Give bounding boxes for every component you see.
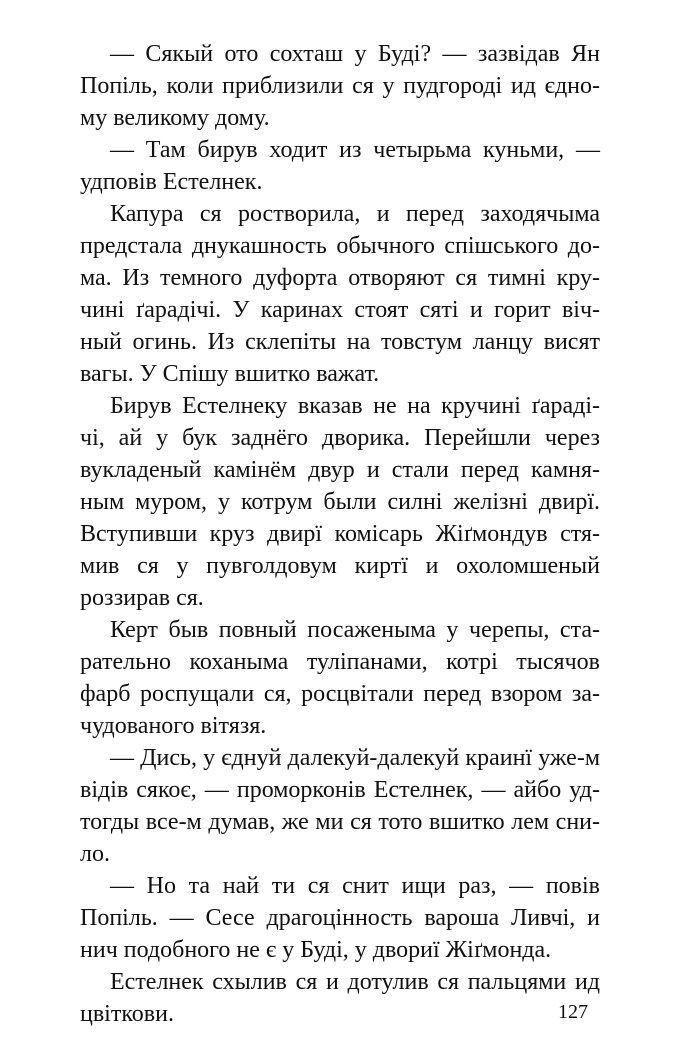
text-line: мив ся у пувголдовум киртї и охоломшеный <box>80 553 600 579</box>
paragraph <box>80 614 600 742</box>
text-line: Керт быв повный посаженыма у черепы, ста- <box>110 617 600 643</box>
text-line: чині ґарадічі. У каринах стоят сяті и горит віч- <box>80 297 600 323</box>
text-line: Попіль, коли приблизили ся у пудгороді ид єдно- <box>80 73 600 99</box>
paragraph <box>80 198 600 390</box>
text-line: му великому дому. <box>80 105 270 131</box>
text-line: — Сякый ото сохташ у Буді? — зазвідав Ян <box>110 41 600 67</box>
paragraph <box>80 870 600 966</box>
text-line: ма. Из темного дуфорта отворяют ся тимні кру- <box>80 265 600 291</box>
text-line: Бирув Естелнеку вказав не на кручині ґараді- <box>110 393 600 419</box>
text-line: рательно коханыма туліпанами, котрі тысячов <box>80 649 600 675</box>
text-line: — Но та най ти ся снит ищи раз, — повів <box>110 873 600 899</box>
paragraph <box>80 134 600 198</box>
text-line: — Дись, у єднуй далекуй-далекуй краинї уже-м <box>110 745 600 771</box>
text-line: ным муром, у котрум были силні желізні двирї. <box>80 489 600 515</box>
text-line: фарб роспущали ся, росцвітали перед взором за- <box>80 681 600 707</box>
page-number: 127 <box>558 1001 588 1023</box>
text-line: Капура ся ростворила, и перед заходячыма <box>110 201 600 227</box>
text-line: вагы. У Спішу вшитко важат. <box>80 361 380 387</box>
paragraph <box>80 390 600 614</box>
paragraph <box>80 742 600 870</box>
text-line: Вступивши круз двирї комісарь Жіґмондув стя- <box>80 521 600 547</box>
text-line: нич подобного не є у Буді, у двориї Жіґмонда. <box>80 937 552 963</box>
text-line: роззирав ся. <box>80 585 204 611</box>
text-line: Естелнек схылив ся и дотулив ся пальцями ид <box>110 969 600 995</box>
paragraph <box>80 38 600 134</box>
text-line: Попіль. — Сесе драгоцінность вароша Ливчі, и <box>80 905 600 931</box>
text-line: вукладеный камінём двур и стали перед камня- <box>80 457 600 483</box>
text-line: цвіткови. <box>80 1001 174 1027</box>
text-line: чі, ай у бук заднёго дворика. Перейшли через <box>80 425 600 451</box>
body-text <box>80 38 600 1030</box>
text-line: — Там бирув ходит из четырьма куньми, — <box>110 137 600 163</box>
text-line: предстала днукашность обычного спішського до- <box>80 233 600 259</box>
text-line: відів сякоє, — проморконів Естелнек, — айбо уд- <box>80 777 600 803</box>
text-line: чудованого вітязя. <box>80 713 267 739</box>
text-line: удповів Естелнек. <box>80 169 263 195</box>
text-line: тогды все-м думав, же ми ся тото вшитко лем сни- <box>80 809 600 835</box>
text-line: ный огинь. Из склепіты на товстум ланцу висят <box>80 329 600 355</box>
text-line: ло. <box>80 841 110 867</box>
paragraph <box>80 966 600 1030</box>
